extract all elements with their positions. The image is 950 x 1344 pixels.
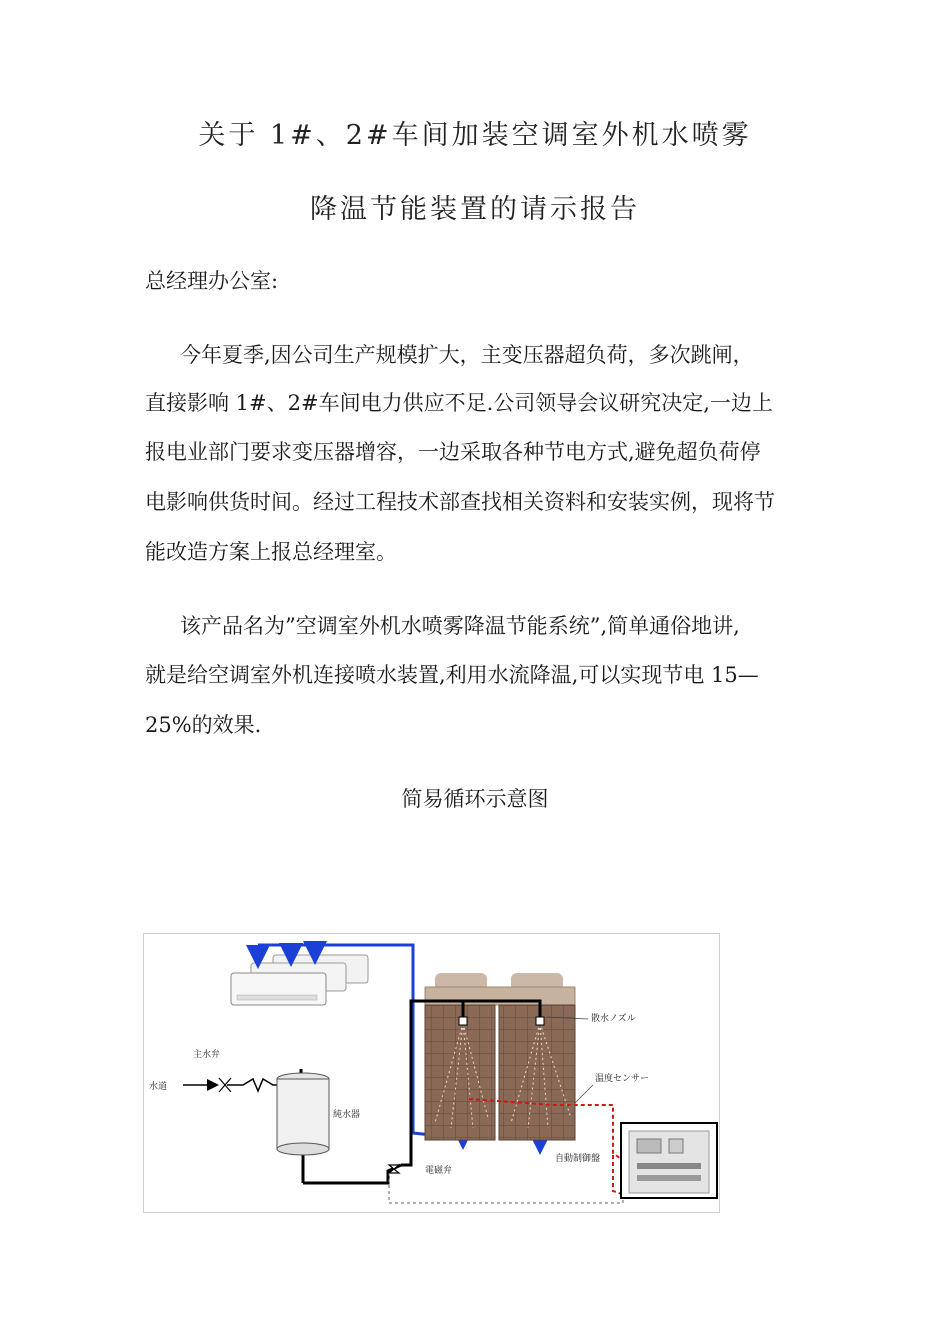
paragraph-1-line: 能改造方案上报总经理室。	[145, 540, 397, 564]
label-main-valve: 主水弁	[193, 1050, 221, 1060]
label-water-supply: 水道	[149, 1082, 168, 1092]
label-controller: 自動制御盤	[555, 1154, 601, 1164]
outdoor-unit-icon	[425, 973, 575, 1140]
label-purifier: 純水器	[333, 1110, 361, 1120]
label-solenoid-valve: 電磁弁	[425, 1166, 453, 1176]
figure-caption: 简易循环示意图	[401, 787, 549, 811]
title-line-1: 关于 1#、2#车间加装空调室外机水喷雾	[198, 120, 752, 151]
title-line-2: 降温节能装置的请示报告	[310, 194, 640, 225]
paragraph-1-line: 报电业部门要求变压器增容，一边采取各种节电方式,避免超负荷停	[145, 440, 761, 464]
paragraph-2-line: 25%的效果.	[145, 713, 262, 737]
paragraph-1-line: 直接影响 1#、2#车间电力供应不足.公司领导会议研究决定,一边上	[145, 391, 773, 415]
circulation-diagram	[143, 933, 720, 1213]
paragraph-1-line: 电影响供货时间。经过工程技术部查找相关资料和安装实例，现将节	[145, 490, 775, 514]
purifier-icon	[277, 1073, 329, 1155]
label-temp-sensor: 温度センサー	[595, 1074, 650, 1084]
paragraph-2-line: 就是给空调室外机连接喷水装置,利用水流降温,可以实现节电 15—	[145, 663, 759, 687]
paragraph-2-line: 该产品名为”空调室外机水喷雾降温节能系统”,简单通俗地讲,	[180, 614, 740, 638]
control-panel-icon	[621, 1123, 717, 1198]
label-nozzle: 散水ノズル	[591, 1014, 636, 1024]
paragraph-1-line: 今年夏季,因公司生产规模扩大，主变压器超负荷，多次跳闸，	[180, 343, 754, 367]
salutation: 总经理办公室:	[145, 269, 279, 293]
